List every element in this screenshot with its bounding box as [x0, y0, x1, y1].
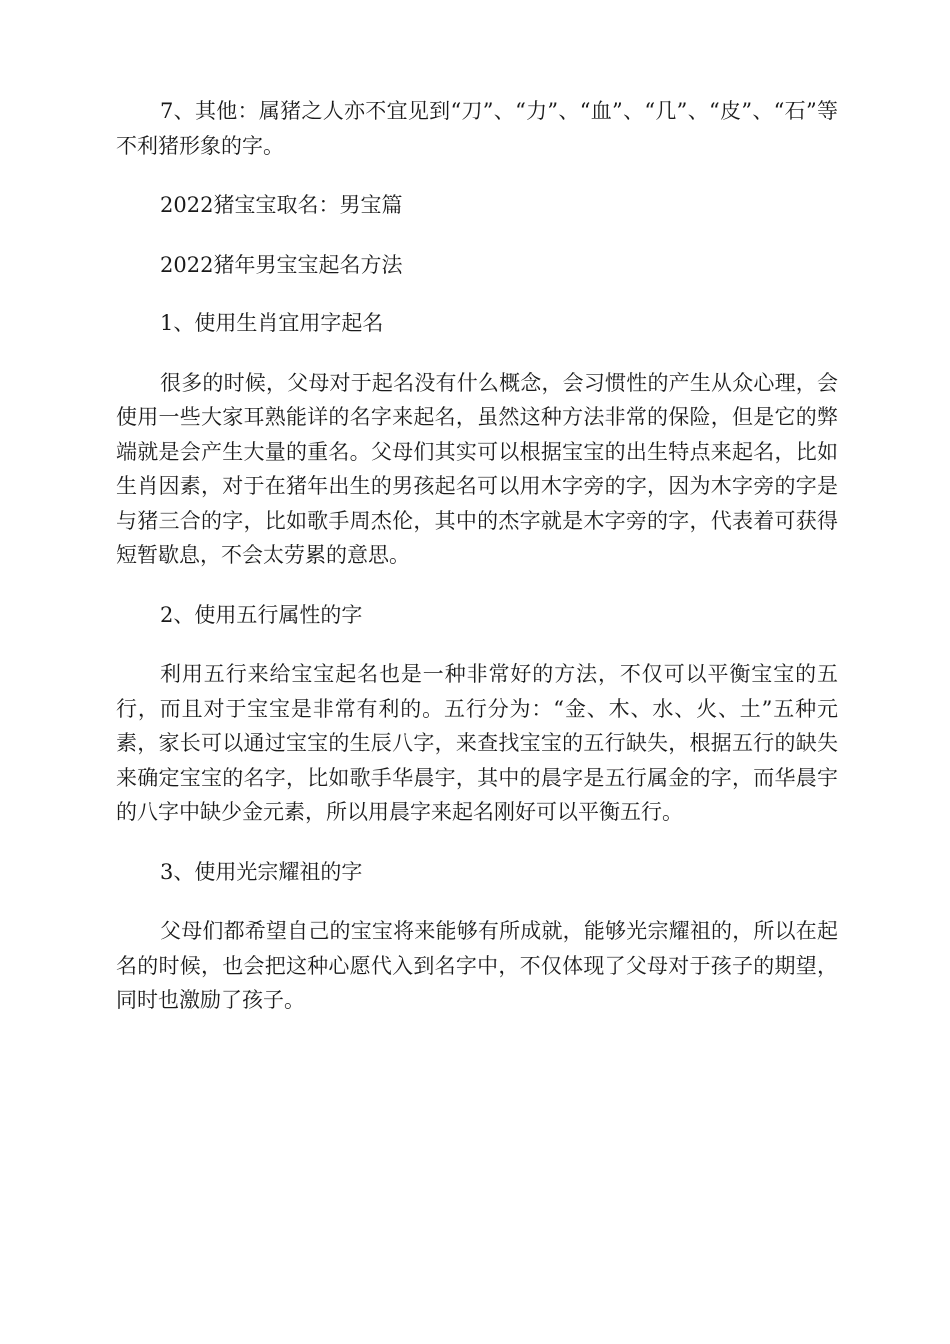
method-heading-3: 3、使用光宗耀祖的字 [160, 859, 363, 884]
method-paragraph-2: 利用五行来给宝宝起名也是一种非常好的方法，不仅可以平衡宝宝的五行，而且对于宝宝是非常有利的。五行分为：“金、木、水、火、土”五种元素，家长可以通过宝宝的生辰八字，来查找宝宝的五行缺失，根据五行的缺失来确定宝宝的名字，比如歌手华晨宇，其中的晨字是五行属金的字，而华晨宇的八字中缺少金元素，所以用晨字来起名刚好可以平衡五行。 [116, 662, 838, 824]
section-title-boy-names: 2022猪宝宝取名：男宝篇 [160, 193, 403, 217]
method-paragraph-1: 很多的时候，父母对于起名没有什么概念，会习惯性的产生从众心理，会使用一些大家耳熟能详的名字来起名，虽然这种方法非常的保险，但是它的弊端就是会产生大量的重名。父母们其实可以根据宝宝的出生特点来起名，比如生肖因素，对于在猪年出生的男孩起名可以用木字旁的字，因为木字旁的字是与猪三合的字，比如歌手周杰伦，其中的杰字就是木字旁的字，代表着可获得短暂歇息，不会太劳累的意思。 [116, 370, 838, 567]
paragraph-item-7-other: 7、其他：属猪之人亦不宜见到“刀”、“力”、“血”、“几”、“皮”、“石”等不利猪形象的字。 [116, 99, 838, 158]
section-subtitle-naming-methods: 2022猪年男宝宝起名方法 [160, 252, 403, 277]
method-heading-1: 1、使用生肖宜用字起名 [160, 311, 384, 335]
document-body [116, 94, 838, 1018]
method-heading-2: 2、使用五行属性的字 [160, 602, 363, 627]
method-paragraph-3: 父母们都希望自己的宝宝将来能够有所成就，能够光宗耀祖的，所以在起名的时候，也会把这种心愿代入到名字中，不仅体现了父母对于孩子的期望，同时也激励了孩子。 [116, 919, 838, 1012]
